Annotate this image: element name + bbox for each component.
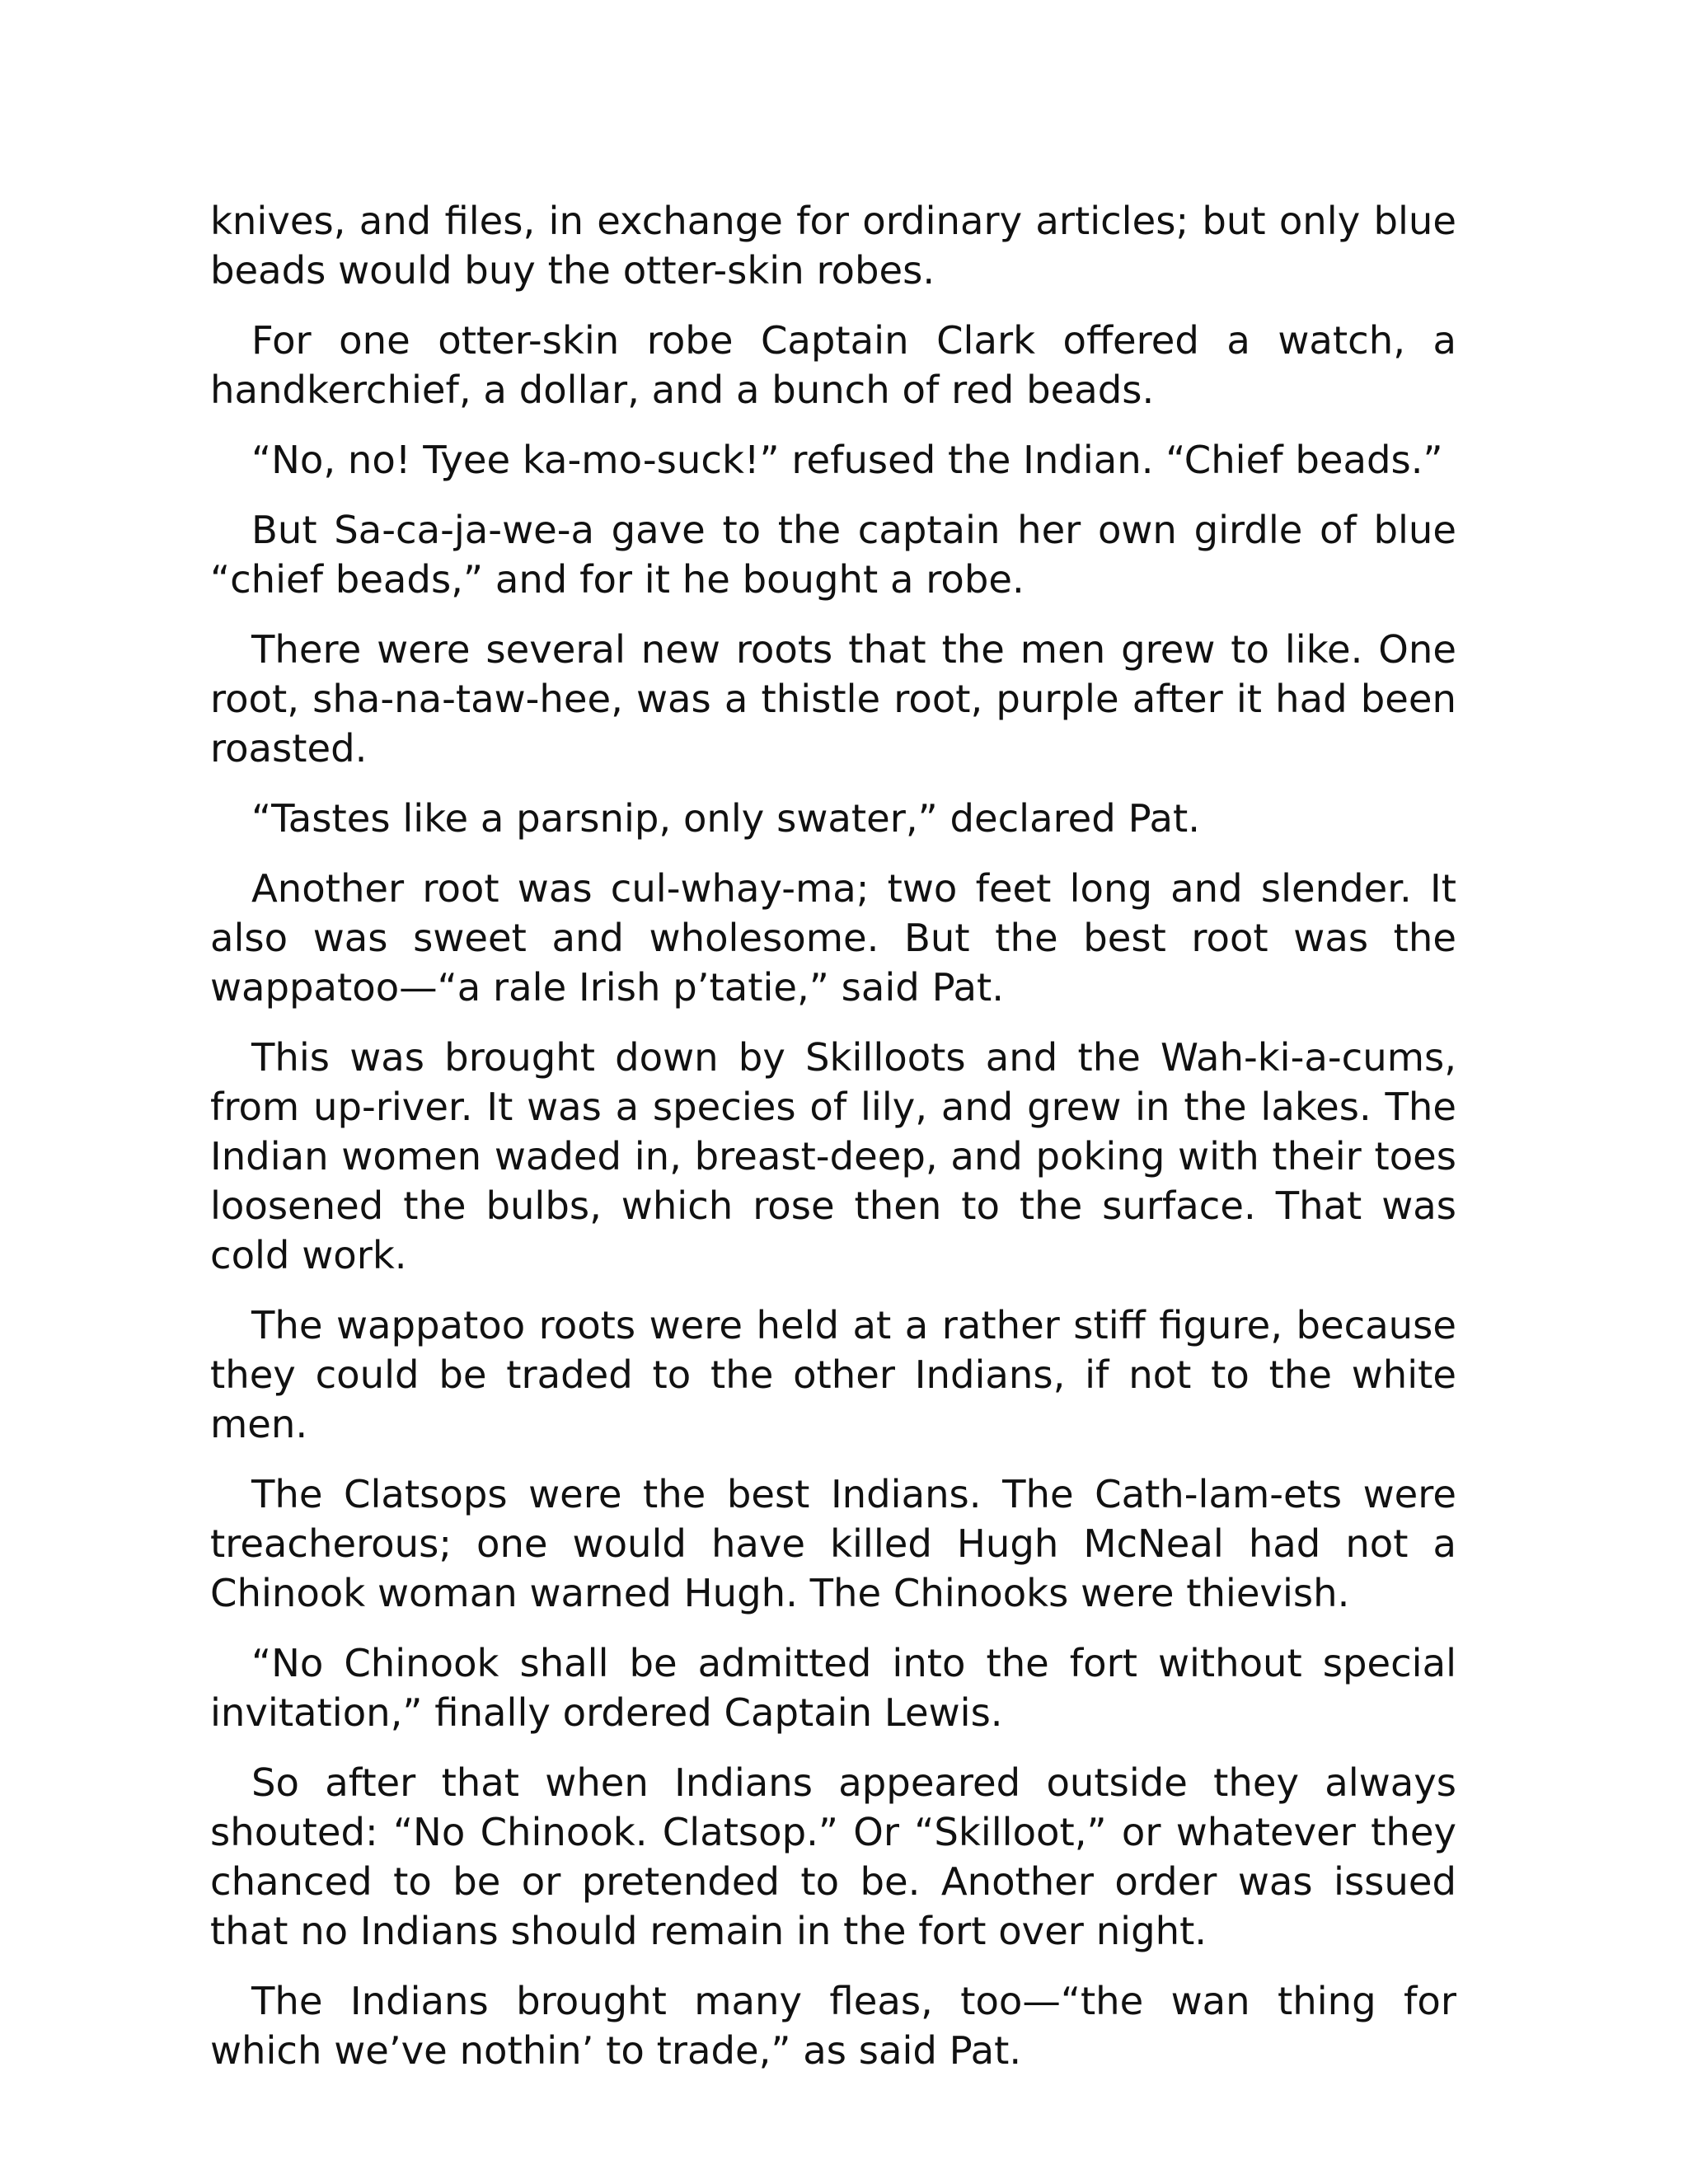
- paragraph-2: For one otter-skin robe Captain Clark offered a watch, a handkerchief, a dollar, and a bunch of red beads.: [210, 318, 1456, 412]
- paragraph-8: This was brought down by Skilloots and the Wah-ki-a-cums, from up-river. It was a species of lily, and grew in the lakes. The Indian women waded in, breast-deep, and poking with their toes loosened the bulbs, which rose then to the surface. That was cold work.: [210, 1035, 1456, 1277]
- paragraph-3: “No, no! Tyee ka-mo-suck!” refused the Indian. “Chief beads.”: [251, 438, 1443, 482]
- paragraph-9: The wappatoo roots were held at a rather stiff figure, because they could be traded to the other Indians, if not to the white men.: [210, 1303, 1456, 1446]
- paragraph-1: knives, and files, in exchange for ordinary articles; but only blue beads would buy the otter-skin robes.: [210, 199, 1456, 293]
- paragraph-11: “No Chinook shall be admitted into the fort without special invitation,” finally ordered Captain Lewis.: [210, 1641, 1456, 1735]
- paragraph-10: The Clatsops were the best Indians. The Cath-lam-ets were treacherous; one would have killed Hugh McNeal had not a Chinook woman warned Hugh. The Chinooks were thievish.: [210, 1472, 1456, 1615]
- paragraph-13: The Indians brought many fleas, too—“the wan thing for which we’ve nothin’ to trade,” as said Pat.: [210, 1979, 1456, 2073]
- paragraph-12: So after that when Indians appeared outside they always shouted: “No Chinook. Clatsop.” Or “Skilloot,” or whatever they chanced to be or pretended to be. Another order was issued that no Indians should remain in the fort over night.: [210, 1760, 1456, 1953]
- paragraph-6: “Tastes like a parsnip, only swater,” declared Pat.: [251, 796, 1201, 841]
- paragraph-7: Another root was cul-whay-ma; two feet long and slender. It also was sweet and wholesome. But the best root was the wappatoo—“a rale Irish p’tatie,” said Pat.: [210, 866, 1456, 1010]
- paragraph-5: There were several new roots that the men grew to like. One root, sha-na-taw-hee, was a thistle root, purple after it had been roasted.: [210, 627, 1456, 771]
- paragraph-4: But Sa-ca-ja-we-a gave to the captain her own girdle of blue “chief beads,” and for it he bought a robe.: [210, 508, 1456, 602]
- page-body: [210, 196, 1456, 2096]
